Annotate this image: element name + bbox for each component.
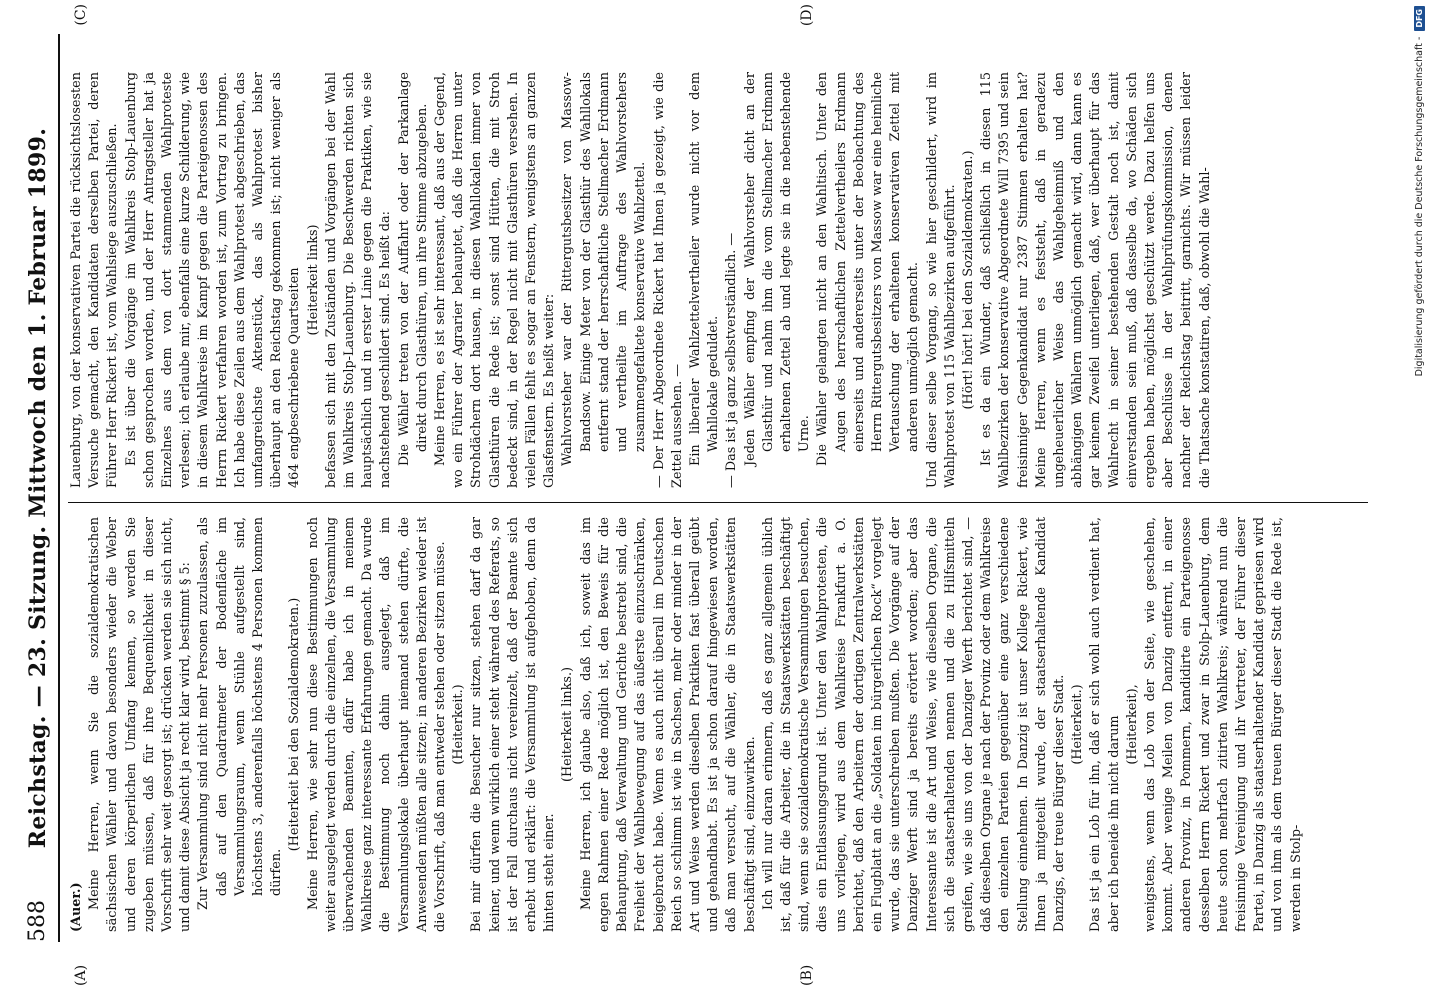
paragraph: Ich will nur daran erinnern, daß es ganz allgemein üblich ist, daß für die Arbeiter, die in Staatswerkstätten beschäftigt sind, wenn sie sozialdemokratische Versammlungen besuchen, dies ein Entlassungsgrund ist. Unter den Wahlprotesten, die uns vorliegen, wird aus dem Wahlkreise Frankfurt a. O. berichtet, daß den Arbeitern der dortigen Zentralwerkstätten ein Flugblatt an die „Soldaten im bürgerlichen Rock“ vorgelegt wurde, das sie unterschreiben mußten. Die Vorgänge auf der Danziger Werft sind ja bereits erörtert worden; aber das Interessante ist die Art und Weise, wie dieselben Organe, die sich die staatserhaltenden nennen und die zu Hilfsmitteln greifen, wie sie uns von der Danziger Werft berichtet sind, — daß dieselben Organe je nach der Provinz oder dem Wahlkreise den einzelnen Parteien gegenüber eine ganz verschiedene Stellung einnehmen. In Danzig ist unser Kollege Rickert, wie Ihnen ja mitgeteilt wurde, der staatserhaltende Kandidat Danzigs, der treue Bürger dieser Stadt. xyxy=(760,517,1067,932)
interjection: (Heiterkeit.) xyxy=(451,684,467,765)
paragraph: Es ist über die Vorgänge im Wahlkreis Stolp-Lauenburg schon gesprochen worden, und der Herr Antragsteller hat ja Einzelnes aus dem von dort stammenden Wahlproteste verlesen; ich erlaube mir, ebenfalls eine kurze Schilderung, wie in diesem Wahlkreise im Kampf gegen die Parteigenossen des Herrn Rickert verfahren worden ist, zum Vortrag zu bringen. Ich habe diese Zeilen aus dem Wahlprotest abgeschrieben, das umfangreichste Aktenstück, das als Wahlprotest bisher überhaupt an den Reichstag gekommen ist; nicht weniger als 464 engbeschriebene Quartseiten xyxy=(123,72,303,488)
quoted-protest: Wahlvorsteher war der Rittergutsbesitzer von Massow-Bandsow. Einige Meter von der Glasthür des Wahllokals entfernt stand der herrschaftliche Stellmacher Erdmann und vertheilte im Auftrage des Wahlvorstehers zusammengefaltete konservative Wahlzettel. xyxy=(560,72,649,466)
paragraph: Meine Herren, es ist sehr interessant, daß aus der Gegend, wo ein Führer der Agrarier behauptet, daß die Herren unter Strohdächern dort hausen, in diesen Wahllokalen immer von Glasthüren die Rede ist; sonst sind Hütten, die mit Stroh bedeckt sind, in der Regel nicht mit Glasthüren versehen. In vielen Fällen fehlt es sogar an Fenstern, wenigstens an ganzen Glasfenstern. Es heißt weiter: xyxy=(433,72,558,488)
margin-marker-d: (D) xyxy=(799,4,815,27)
quoted-protest: Die Wähler treten von der Auffahrt oder der Parkanlage direkt durch Glasthüren, um ihre Stimme abzugeben. xyxy=(396,72,430,466)
digitization-watermark xyxy=(1408,0,1430,1000)
quoted-protest: Jeden Wähler empfing der Wahlvorsteher dicht an der Glasthür und nahm ihm die vom Stellmacher Erdmann erhaltenen Zettel ab und legte sie in die nebenstehende Urne. xyxy=(742,72,813,466)
margin-marker-b: (B) xyxy=(799,964,815,986)
right-column xyxy=(68,62,1368,502)
quoted-protest: Ein liberaler Wahlzettelvertheiler wurde nicht vor dem Wahllokale geduldet. xyxy=(687,72,722,466)
speaker-label: (Auer.) xyxy=(69,882,84,932)
paragraph: Bei mir dürfen die Besucher nur sitzen, stehen darf da gar keiner, und wenn wirklich einer steht während des Referats, so ist der Fall durchaus nicht vereinzelt, daß der Beamte sich erhebt und erklärt: die Versammlung ist aufgehoben, denn da hinten steht einer. xyxy=(469,517,558,932)
interjection: (Heiterkeit), xyxy=(1124,684,1140,765)
aside: — Der Herr Abgeordnete Rickert hat Ihnen ja gezeigt, wie die Zettel aussehen. — xyxy=(651,72,685,488)
page-header xyxy=(18,34,60,942)
paragraph: Und dieser selbe Vorgang, so wie hier geschildert, wird im Wahlprotest von 115 Wahlbezirken aufgeführt. xyxy=(924,72,958,488)
text-columns xyxy=(68,4,1368,986)
dfg-logo: DFG xyxy=(1414,6,1425,31)
paragraph: wenigstens, wenn das Lob von der Seite, wie geschehen, kommt. Aber wenige Meilen von Danzig entfernt, in einer anderen Provinz, in Pommern, kandidirte ein Parteigenosse desselben Herrn Rickert und zwar in Stolp-Lauenburg, dem heute schon mehrfach zitirten Wahlkreis; während nun die freisinnige Vereinigung und ihr Vertreter, der Führer dieser Partei, in Danzig als staatserhaltender Kandidat gepriesen wird und von ihm als dem treuen Bürger dieser Stadt die Rede ist, werden in Stolp- xyxy=(1142,517,1304,932)
left-column xyxy=(68,502,1368,942)
paragraph: Das ist ja ein Lob für ihn, daß er sich wohl auch verdient hat, aber ich beneide ihn nicht darum xyxy=(1088,517,1122,932)
running-title: Reichstag. — 23. Sitzung. Mittwoch den 1. Februar 1899. xyxy=(25,127,51,849)
margin-marker-c: (C) xyxy=(73,4,89,26)
margin-marker-a: (A) xyxy=(73,964,89,986)
quoted-protest: Die Wähler gelangten nicht an den Wahltisch. Unter den Augen des herrschaftlichen Zettelvertheilers Erdmann einerseits und andererseits unter der Beobachtung des Herrn Rittergutsbesitzers von Massow war eine heimliche Vertauschung der erhaltenen konservativen Zettel mit anderen unmöglich gemacht. xyxy=(815,72,922,466)
interjection: (Hört! hört! bei den Sozialdemokraten.) xyxy=(960,150,976,410)
paragraph: Meine Herren, wenn Sie die sozialdemokratischen sächsischen Wähler und davon besonders wieder die Weber und deren körperlichen Umfang kennen, so werden Sie zugeben müssen, daß für ihre Bequemlichkeit in dieser Vorschrift sehr weit gesorgt ist; drücken werden sie sich nicht, und damit diese Absicht ja recht klar wird, bestimmt § 5: xyxy=(87,517,194,932)
paragraph: Ist es da ein Wunder, daß schließlich in diesen 115 Wahlbezirken der konservative Abgeordnete Will 7395 und sein freisinniger Gegenkandidat nur 2387 Stimmen erhalten hat? Meine Herren, wenn es feststeht, daß in geradezu ungeheuerlicher Weise das Wahlgeheimniß und den abhängigen Wählern unmöglich gemacht wird, dann kann es gar keinem Zweifel unterliegen, daß, wer überhaupt für das Wahlrecht in seiner bestehenden Gestalt noch ist, damit einverstanden sein muß, daß dasselbe da, wo Schäden sich ergeben haben, möglichst geschützt werde. Dazu helfen uns aber Beschlüsse in der Wahlprüfungskommission, denen nachher der Reichstag beitritt, garnichts. Wir müssen leider die Thatsache konstatiren, daß, obwohl die Wahl- xyxy=(979,72,1213,488)
watermark-text: Digitalisierung gefördert durch die Deutsche Forschungsgemeinschaft - xyxy=(1413,36,1425,377)
quoted-regulation: Zur Versammlung sind nicht mehr Personen zuzulassen, als daß auf den Quadratmeter der Bodenfläche im Versammlungsraum, wenn Stühle aufgestellt sind, höchstens 3, anderenfalls höchstens 4 Personen kommen dürfen. xyxy=(196,517,285,910)
paragraph: Meine Herren, wie sehr nun diese Bestimmungen noch weiter ausgelegt werden durch die einzelnen, die Versammlung überwachenden Beamten, dafür habe ich in meinem Wahlkreise ganz interessante Erfahrungen gemacht. Da wurde die Bestimmung noch dahin ausgelegt, daß im Versammlungslokale überhaupt niemand stehen dürfte, die Anwesenden müßten alle sitzen; in anderen Bezirken wieder ist die Vorschrift, daß man entweder stehen oder sitzen müsse. xyxy=(305,517,449,932)
paragraph: Meine Herren, ich glaube also, daß ich, soweit das im engen Rahmen einer Rede möglich ist, den Beweis für die Behauptung, daß Verwaltung und Gerichte bestrebt sind, die Freiheit der Wahlbewegung auf das äußerste einzuschränken, beigebracht habe. Wenn es auch nicht überall im Deutschen Reich so schlimm ist wie in Sachsen, mehr oder minder in der Art und Weise werden dieselben Praktiken fast überall geübt und gehandhabt. Es ist ja schon darauf hingewiesen worden, daß man versucht, auf die Wähler, die in Staatswerkstätten beschäftigt sind, einzuwirken. xyxy=(578,517,758,932)
aside: — Das ist ja ganz selbstverständlich. — xyxy=(724,232,740,488)
paragraph: befassen sich mit den Zuständen und Vorgängen bei der Wahl im Wahlkreis Stolp-Lauenburg. Die Beschwerden richten sich hauptsächlich und in erster Linie gegen die Praktiken, wie sie nachstehend geschildert sind. Es heißt da: xyxy=(323,72,394,488)
paragraph: Lauenburg, von der konservativen Partei die rücksichtslosesten Versuche gemacht, den Kandidaten derselben Partei, deren Führer Herr Rickert ist, vom Wahlsiege auszuschließen. xyxy=(69,72,121,488)
interjection: (Heiterkeit.) xyxy=(1070,684,1086,765)
interjection: (Heiterkeit bei den Sozialdemokraten.) xyxy=(287,597,303,852)
page-number: 588 xyxy=(25,900,50,942)
interjection: (Heiterkeit links.) xyxy=(560,666,576,783)
interjection: (Heiterkeit links) xyxy=(305,224,321,336)
